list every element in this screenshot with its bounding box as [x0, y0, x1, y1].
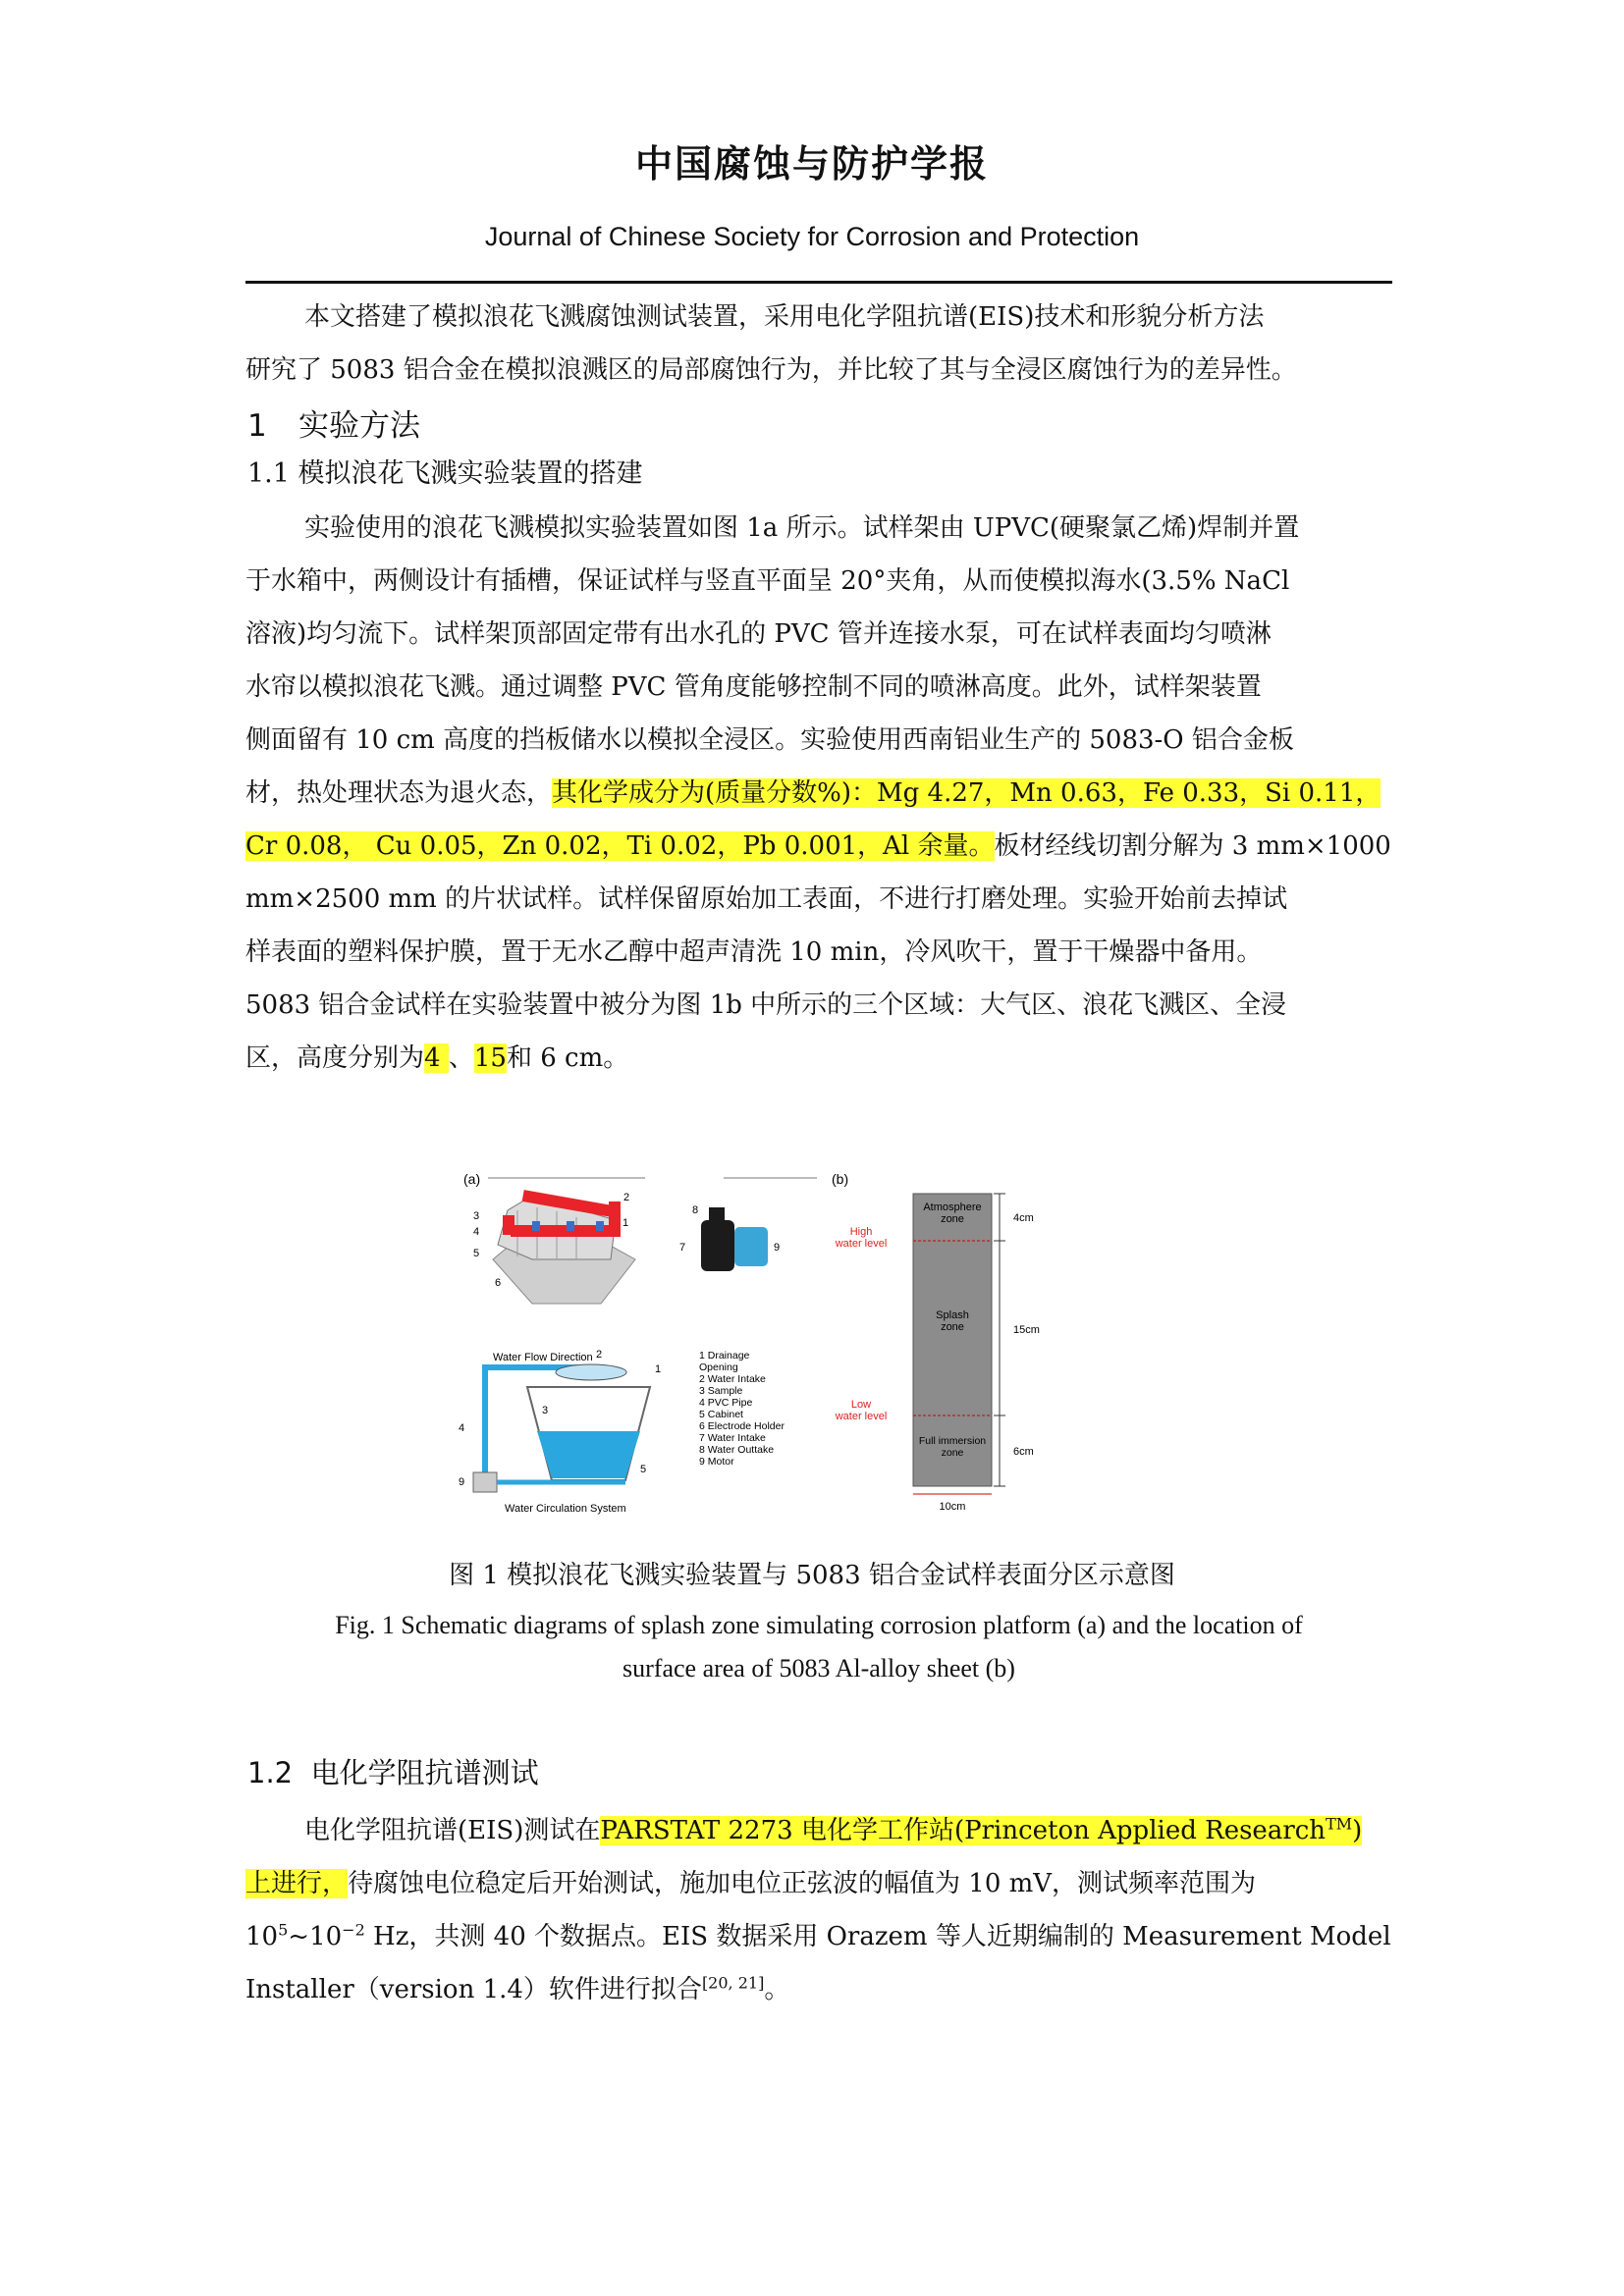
- text-span: 待腐蚀电位稳定后开始测试，施加电位正弦波的幅值为 10 mV，测试频率范围为: [348, 1869, 1257, 1898]
- zone-label: zone: [941, 1321, 964, 1333]
- highlighted-instrument: [600, 1816, 1362, 1845]
- zone-height-label: 15cm: [1013, 1324, 1040, 1336]
- caption-line: Fig. 1 Schematic diagrams of splash zone simulating corrosion platform (a) and the location of: [335, 1611, 1303, 1639]
- water-body-shape: [537, 1431, 640, 1478]
- pump-illustration: [679, 1204, 780, 1271]
- pipe-joint-shape: [532, 1221, 540, 1231]
- legend-item: 3 Sample: [699, 1385, 743, 1397]
- callout-label: 2: [623, 1192, 630, 1203]
- highlighted-value: 15: [473, 1043, 507, 1073]
- text-span: PARSTAT 2273 电化学工作站(Princeton Applied Research: [600, 1816, 1326, 1845]
- para-line: 侧面留有 10 cm 高度的挡板储水以模拟全浸区。实验使用西南铝业生产的 5083-O 铝合金板: [245, 725, 1294, 755]
- level-label: water level: [835, 1238, 888, 1250]
- zone-height-label: 6cm: [1013, 1446, 1034, 1458]
- journal-title-cn: 中国腐蚀与防护学报: [634, 142, 989, 186]
- callout-label: 4: [459, 1422, 465, 1434]
- panel-label-a: (a): [463, 1171, 481, 1187]
- text-span: 板材经线切割分解为 3 mm×1000: [994, 831, 1391, 861]
- section-title: 实验方法: [298, 408, 420, 444]
- callout-label: 1: [623, 1217, 629, 1229]
- journal-title-en: Journal of Chinese Society for Corrosion and Protection: [484, 222, 1140, 251]
- platform-3d-illustration: [473, 1190, 635, 1304]
- para-line: 溶液)均匀流下。试样架顶部固定带有出水孔的 PVC 管并连接水泵，可在试样表面均匀喷淋: [245, 619, 1272, 649]
- pipe-joint-shape: [567, 1221, 574, 1231]
- callout-label: 5: [640, 1464, 647, 1475]
- pipe-joint-shape: [596, 1221, 604, 1231]
- figure-1: [444, 1166, 1182, 1531]
- intro-line: 研究了 5083 铝合金在模拟浪溅区的局部腐蚀行为，并比较了其与全浸区腐蚀行为的差异性。: [245, 355, 1297, 385]
- legend-item: 8 Water Outtake: [699, 1444, 775, 1456]
- citation: [20, 21]: [701, 1973, 765, 1993]
- callout-label: 6: [495, 1277, 502, 1289]
- highlighted-composition: Cr 0.08， Cu 0.05，Zn 0.02，Ti 0.02，Pb 0.001，Al 余量。: [245, 831, 995, 861]
- level-label: water level: [835, 1411, 888, 1422]
- callout-label: 3: [542, 1405, 549, 1416]
- legend-item: 9 Motor: [699, 1456, 734, 1468]
- callout-label: 1: [655, 1363, 662, 1375]
- subsection-heading: 1.1 模拟浪花飞溅实验装置的搭建: [247, 458, 643, 489]
- legend: [699, 1350, 785, 1468]
- text-span: 和 6 cm。: [506, 1043, 629, 1073]
- text-span: ~10: [288, 1922, 343, 1951]
- para-line: [245, 1910, 1392, 1963]
- pvc-pipe-shape: [609, 1201, 621, 1237]
- para-line: [245, 820, 1392, 873]
- zone-label: Full immersion: [918, 1435, 987, 1447]
- para-line: [245, 1857, 1392, 1910]
- subsection-heading: [247, 1751, 539, 1791]
- section-title: 电化学阻抗谱测试: [310, 1756, 539, 1789]
- outlet-shape: [709, 1207, 725, 1221]
- intro-line: 本文搭建了模拟浪花飞溅腐蚀测试装置，采用电化学阻抗谱(EIS)技术和形貌分析方法: [304, 302, 1265, 332]
- callout-label: 9: [774, 1242, 781, 1254]
- level-label: Low: [850, 1399, 872, 1411]
- zone-diagram: [724, 1171, 1040, 1513]
- para-line: [245, 767, 1392, 820]
- legend-item: 5 Cabinet: [699, 1409, 743, 1420]
- para-line: 实验使用的浪花飞溅模拟实验装置如图 1a 所示。试样架由 UPVC(硬聚氯乙烯)焊制并置: [304, 513, 1300, 543]
- section-number: 1.2: [247, 1756, 294, 1789]
- callout-label: 3: [473, 1210, 480, 1222]
- text-span: ): [1352, 1816, 1363, 1845]
- text-span: 区，高度分别为: [245, 1043, 425, 1073]
- zone-height-label: 4cm: [1013, 1212, 1034, 1224]
- superscript: TM: [1326, 1814, 1353, 1834]
- para-line: [245, 1963, 1392, 2016]
- figure-caption-cn: 图 1 模拟浪花飞溅实验装置与 5083 铝合金试样表面分区示意图: [449, 1561, 1175, 1590]
- legend-item: Opening: [699, 1362, 738, 1373]
- text-span: 、: [448, 1043, 474, 1073]
- intro-paragraph: [245, 291, 1392, 397]
- figure-caption-en: [250, 1604, 1387, 1690]
- text-span: Installer（version 1.4）软件进行拟合: [245, 1975, 702, 2004]
- width-label: 10cm: [939, 1501, 966, 1513]
- pvc-pipe-shape: [503, 1215, 514, 1235]
- para-line: 5083 铝合金试样在实验装置中被分为图 1b 中所示的三个区域：大气区、浪花飞溅区、全浸: [245, 990, 1287, 1020]
- para-line: 水帘以模拟浪花飞溅。通过调整 PVC 管角度能够控制不同的喷淋高度。此外，试样架装置: [245, 672, 1262, 702]
- superscript: −2: [342, 1920, 365, 1940]
- section-number: 1: [247, 408, 267, 444]
- text-span: Hz，共测 40 个数据点。EIS 数据采用 Orazem 等人近期编制的 Measurement Model: [364, 1922, 1391, 1951]
- highlighted-composition: 其化学成分为(质量分数%)：Mg 4.27，Mn 0.63，Fe 0.33，Si 0.11，: [552, 778, 1381, 808]
- callout-label: 2: [596, 1349, 603, 1361]
- zone-label: zone: [941, 1213, 964, 1225]
- caption-line: surface area of 5083 Al-alloy sheet (b): [623, 1654, 1015, 1682]
- motor-shape: [701, 1220, 734, 1271]
- pvc-pipe-shape: [556, 1364, 626, 1380]
- zone-label: Atmosphere: [923, 1201, 982, 1213]
- panel-label-b: (b): [832, 1171, 849, 1187]
- circulation-schematic: [459, 1349, 661, 1515]
- zone-label: Splash: [936, 1309, 969, 1321]
- callout-label: 4: [473, 1226, 480, 1238]
- legend-item: 1 Drainage: [699, 1350, 750, 1362]
- para-line: [245, 1804, 1392, 1857]
- para-line: 样表面的塑料保护膜，置于无水乙醇中超声清洗 10 min，冷风吹干，置于干燥器中备用。: [245, 937, 1263, 967]
- zone-label: zone: [941, 1447, 964, 1459]
- para-line: mm×2500 mm 的片状试样。试样保留原始加工表面，不进行打磨处理。实验开始前去掉试: [245, 884, 1288, 914]
- legend-item: 2 Water Intake: [699, 1373, 766, 1385]
- callout-label: 7: [679, 1242, 686, 1254]
- legend-item: 4 PVC Pipe: [699, 1397, 753, 1409]
- superscript: 5: [278, 1920, 289, 1940]
- para-line: 于水箱中，两侧设计有插槽，保证试样与竖直平面呈 20°夹角，从而使模拟海水(3.5% NaCl: [245, 566, 1290, 596]
- highlighted-value: 4: [424, 1043, 449, 1073]
- legend-item: 6 Electrode Holder: [699, 1420, 785, 1432]
- callout-label: 5: [473, 1248, 480, 1259]
- level-label: High: [849, 1226, 873, 1238]
- eis-paragraph: [245, 1804, 1392, 2016]
- highlighted-instrument: 上进行，: [245, 1869, 349, 1898]
- motor-shape: [473, 1472, 497, 1492]
- callout-label: 9: [459, 1476, 465, 1488]
- callout-label: 8: [692, 1204, 699, 1216]
- circulation-label: Water Circulation System: [505, 1503, 626, 1515]
- text-span: 。: [764, 1975, 790, 2004]
- legend-item: 7 Water Intake: [699, 1432, 766, 1444]
- header-rule: [245, 281, 1392, 284]
- text-span: 10: [245, 1922, 279, 1951]
- para-line: [245, 1032, 1392, 1085]
- pump-body-shape: [734, 1227, 768, 1266]
- text-span: 电化学阻抗谱(EIS)测试在: [304, 1816, 601, 1845]
- water-flow-label: Water Flow Direction: [493, 1352, 593, 1363]
- section-heading: [247, 400, 420, 445]
- method-paragraph: [245, 502, 1392, 1085]
- text-span: 材，热处理状态为退火态，: [245, 778, 553, 808]
